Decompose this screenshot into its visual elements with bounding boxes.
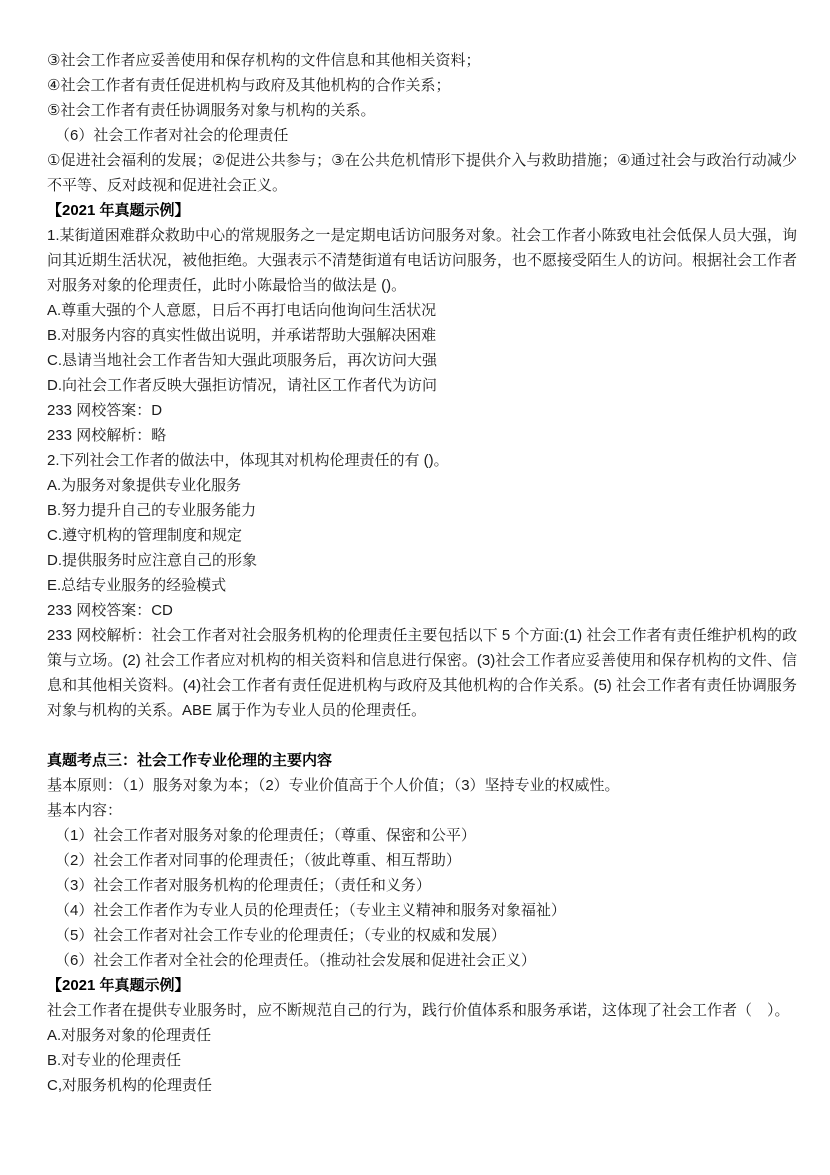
paragraph-content-item-1: （1）社会工作者对服务对象的伦理责任；（尊重、保密和公平） (55, 827, 476, 844)
paragraph-q2-option-e: E.总结专业服务的经验模式 (47, 577, 227, 594)
heading-2021-exam-example-1: 【2021 年真题示例】 (47, 202, 190, 219)
paragraph-basic-content-label: 基本内容： (47, 802, 123, 819)
paragraph-q3-option-a: A.对服务对象的伦理责任 (47, 1027, 212, 1044)
paragraph-content-item-5: （5）社会工作者对社会工作专业的伦理责任；（专业的权威和发展） (55, 927, 506, 944)
paragraph-question-2: 2.下列社会工作者的做法中，体现其对机构伦理责任的有 ()。 (47, 452, 449, 469)
paragraph-ethics-item-5: ⑤社会工作者有责任协调服务对象与机构的关系。 (47, 102, 376, 119)
heading-2021-exam-example-2: 【2021 年真题示例】 (47, 977, 190, 994)
paragraph-q2-answer: 233 网校答案：CD (47, 602, 173, 619)
paragraph-q2-option-c: C.遵守机构的管理制度和规定 (47, 527, 243, 544)
paragraph-section-6-title: （6）社会工作者对社会的伦理责任 (55, 127, 289, 144)
paragraph-content-item-6: （6）社会工作者对全社会的伦理责任。（推动社会发展和促进社会正义） (55, 952, 536, 969)
paragraph-ethics-item-4: ④社会工作者有责任促进机构与政府及其他机构的合作关系； (47, 77, 451, 94)
paragraph-q1-option-b: B.对服务内容的真实性做出说明，并承诺帮助大强解决困难 (47, 327, 437, 344)
paragraph-q3-option-c: C,对服务机构的伦理责任 (47, 1077, 213, 1094)
paragraph-q1-analysis: 233 网校解析：略 (47, 427, 167, 444)
heading-exam-point-3: 真题考点三：社会工作专业伦理的主要内容 (47, 752, 333, 769)
paragraph-content-item-4: （4）社会工作者作为专业人员的伦理责任；（专业主义精神和服务对象福祉） (55, 902, 566, 919)
paragraph-content-item-2: （2）社会工作者对同事的伦理责任；（彼此尊重、相互帮助） (55, 852, 461, 869)
paragraph-ethics-item-3: ③社会工作者应妥善使用和保存机构的文件信息和其他相关资料； (47, 52, 481, 69)
paragraph-q2-option-d: D.提供服务时应注意自己的形象 (47, 552, 258, 569)
paragraph-q1-option-c: C.恳请当地社会工作者告知大强此项服务后，再次访问大强 (47, 352, 438, 369)
paragraph-basic-principles: 基本原则：（1）服务对象为本；（2）专业价值高于个人价值；（3）坚持专业的权威性。 (47, 777, 620, 794)
paragraph-content-item-3: （3）社会工作者对服务机构的伦理责任；（责任和义务） (55, 877, 431, 894)
paragraph-q2-option-a: A.为服务对象提供专业化服务 (47, 477, 242, 494)
paragraph-q1-option-a: A.尊重大强的个人意愿，日后不再打电话向他询问生活状况 (47, 302, 437, 319)
paragraph-q1-answer: 233 网校答案：D (47, 402, 163, 419)
document-content (47, 48, 797, 1098)
paragraph-question-3: 社会工作者在提供专业服务时，应不断规范自己的行为，践行价值体系和服务承诺，这体现了社会工作者（ ）。 (47, 1002, 790, 1019)
paragraph-society-responsibility: ①促进社会福利的发展；②促进公共参与；③在公共危机情形下提供介入与救助措施；④通过社会与政治行动减少不平等、反对歧视和促进社会正义。 (47, 152, 797, 194)
paragraph-q3-option-b: B.对专业的伦理责任 (47, 1052, 182, 1069)
paragraph-q1-option-d: D.向社会工作者反映大强拒访情况，请社区工作者代为访问 (47, 377, 438, 394)
paragraph-question-1: 1.某街道困难群众救助中心的常规服务之一是定期电话访问服务对象。社会工作者小陈致电社会低保人员大强，询问其近期生活状况，被他拒绝。大强表示不清楚街道有电话访问服务，也不愿接受陌生人的访问。根据社会工作者对服务对象的伦理责任，此时小陈最恰当的做法是 ()。 (47, 227, 798, 294)
paragraph-q2-analysis: 233 网校解析：社会工作者对社会服务机构的伦理责任主要包括以下 5 个方面:(1) 社会工作者有责任维护机构的政策与立场。(2) 社会工作者应对机构的相关资料和信息进行保密。(3)社会工作者应妥善使用和保存机构的文件、信息和其他相关资料。(4)社会工作者有责任促进机构与政府及其他机构的合作关系。(5) 社会工作者有责任协调服务对象与机构的关系。ABE 属于作为专业人员的伦理责任。 (47, 627, 797, 719)
paragraph-q2-option-b: B.努力提升自己的专业服务能力 (47, 502, 257, 519)
